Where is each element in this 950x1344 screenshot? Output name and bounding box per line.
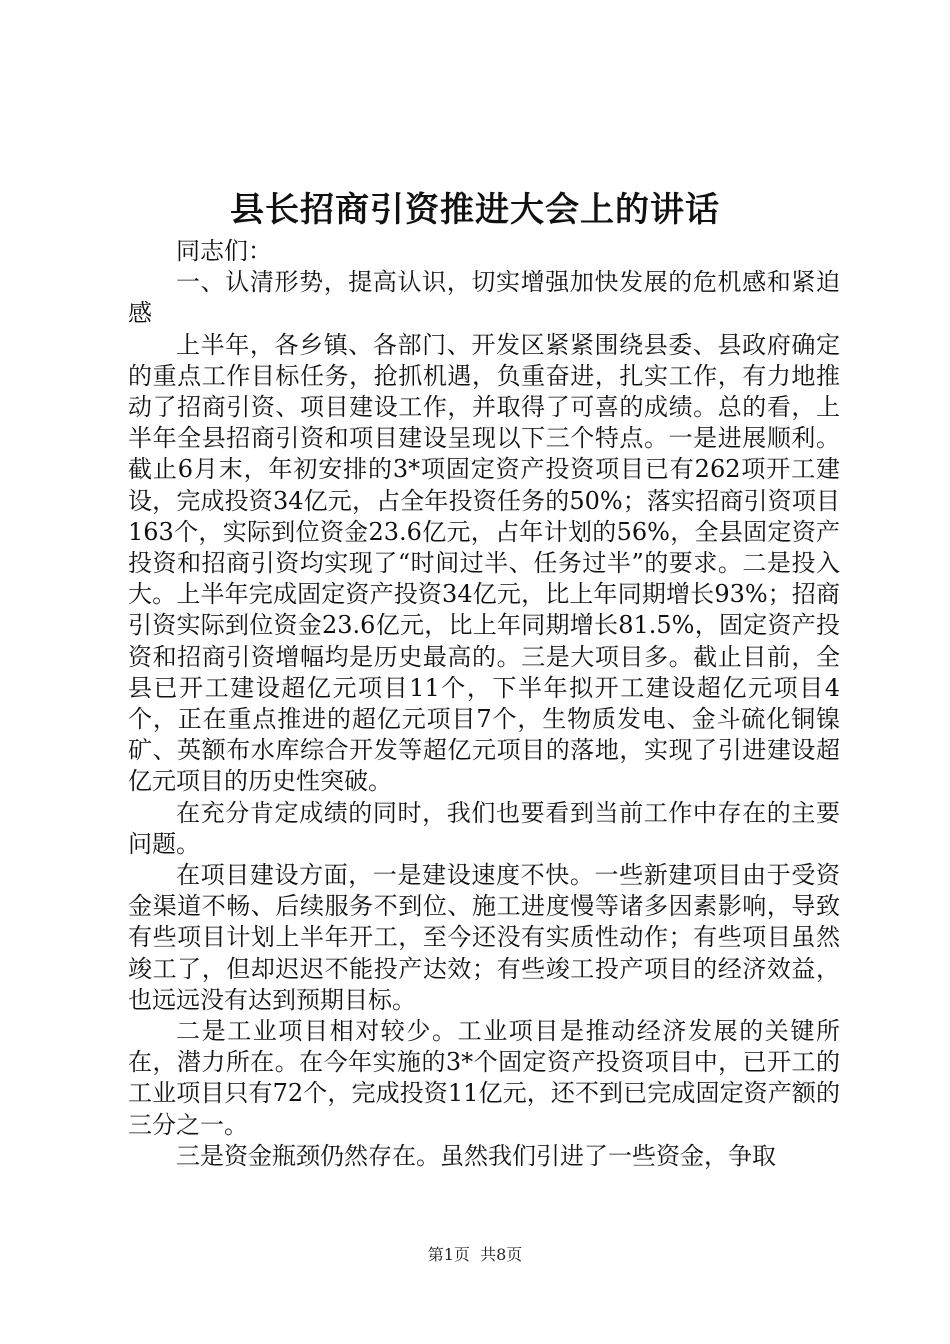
section-heading-paragraph: 一、认清形势，提高认识，切实增强加快发展的危机感和紧迫感 — [128, 268, 840, 328]
body-paragraph: 在项目建设方面，一是建设速度不快。一些新建项目由于受资金渠道不畅、后续服务不到位、施工进度慢等诸多因素影响，导致有些项目计划上半年开工，至今还没有实质性动作；有些项目虽然竣工了，但却迟迟不能投产达效；有些竣工投产项目的经济效益，也远远没有达到预期目标。 — [128, 861, 840, 1014]
body-paragraph: 二是工业项目相对较少。工业项目是推动经济发展的关键所在，潜力所在。在今年实施的3*个固定资产投资项目中，已开工的工业项目只有72个，完成投资11亿元，还不到已完成固定资产额的三分之一。 — [128, 1017, 840, 1139]
salutation-paragraph: 同志们： — [176, 237, 272, 265]
page-total: 共8页 — [480, 1245, 523, 1264]
page-footer — [0, 1244, 950, 1266]
document-title: 县长招商引资推进大会上的讲话 — [230, 190, 720, 230]
body-paragraph: 三是资金瓶颈仍然存在。虽然我们引进了一些资金，争取 — [176, 1141, 776, 1170]
body-paragraph: 上半年，各乡镇、各部门、开发区紧紧围绕县委、县政府确定的重点工作目标任务，抢抓机遇，负重奋进，扎实工作，有力地推动了招商引资、项目建设工作，并取得了可喜的成绩。总的看，上半年全县招商引资和项目建设呈现以下三个特点。一是进展顺利。截止6月末，年初安排的3*项固定资产投资项目已有262项开工建设，完成投资34亿元，占全年投资任务的50%；落实招商引资项目163个，实际到位资金23.6亿元，占年计划的56%，全县固定资产投资和招商引资均实现了“时间过半、任务过半”的要求。二是投入大。上半年完成固定资产投资34亿元，比上年同期增长93%；招商引资实际到位资金23.6亿元，比上年同期增长81.5%，固定资产投资和招商引资增幅均是历史最高的。三是大项目多。截止目前，全县已开工建设超亿元项目11个，下半年拟开工建设超亿元项目4个，正在重点推进的超亿元项目7个，生物质发电、金斗硫化铜镍矿、英额布水库综合开发等超亿元项目的落地，实现了引进建设超亿元项目的历史性突破。 — [128, 330, 840, 796]
body-paragraph: 在充分肯定成绩的同时，我们也要看到当前工作中存在的主要问题。 — [128, 798, 840, 858]
page-number: 第1页 — [427, 1245, 470, 1264]
document-body — [128, 236, 840, 1172]
